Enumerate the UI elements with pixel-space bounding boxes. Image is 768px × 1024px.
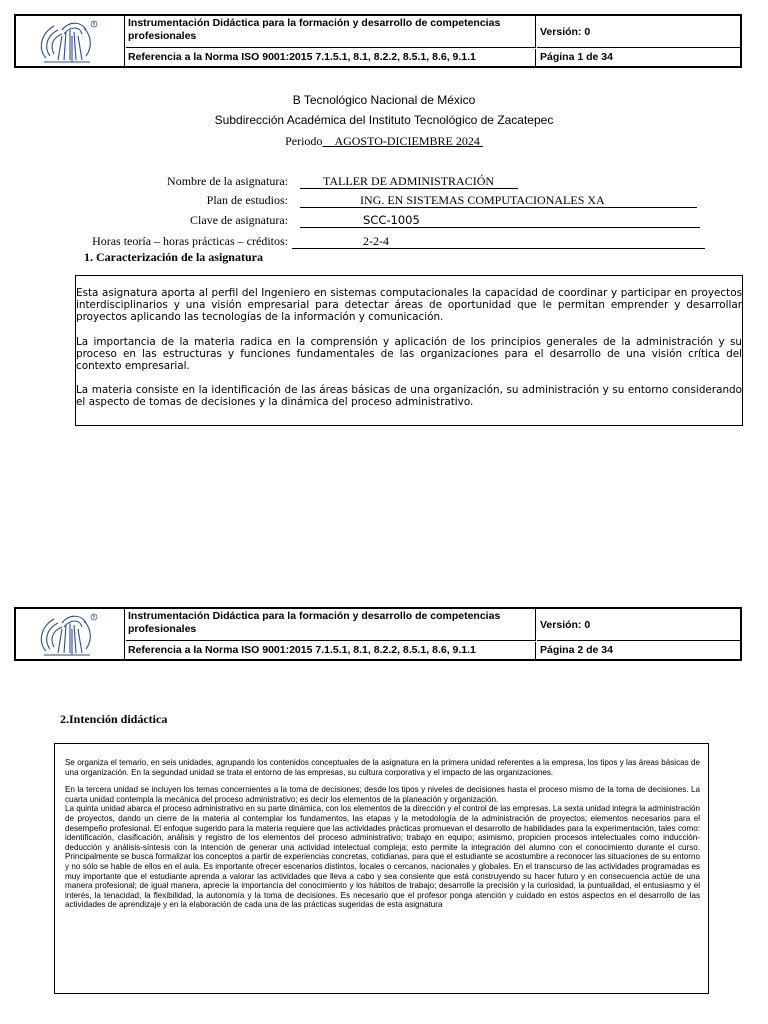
field-value: SCC-1005 [300,213,700,228]
field-label: Horas teoría – horas prácticas – créditos: [92,234,288,248]
institution-subdirection: Subdirección Académica del Instituto Tecnológico de Zacatepec [214,113,554,127]
version-label: Versión: 0 [537,609,740,641]
paragraph: En la tercera unidad se incluyen los temas concernientes a la toma de decisiones; desde los tipos y niveles de decisiones hasta el proceso mismo de la toma de decisiones. La cuarta unidad contempla la mecánica del proceso administrativo; es decir los elementos de la planeación y organización. [65,785,700,804]
field-value: 2-2-4 [292,234,705,249]
field-row-nombre [0,174,768,190]
paragraph: La materia consiste en la identificación de las áreas básicas de una organización, su administración y su entorno considerando el aspecto de tomas de decisiones y la dinámica del proceso administrativo. [76,384,742,409]
field-row-clave [0,213,768,229]
document-title: Instrumentación Didáctica para la formación y desarrollo de competencias profesionales [126,16,536,48]
field-label: Nombre de la asignatura: [167,174,288,188]
norma-reference: Referencia a la Norma ISO 9001:2015 7.1.5.1, 8.1, 8.2.2, 8.5.1, 8.6, 9.1.1 [126,49,536,66]
periodo-line [0,134,768,149]
field-value: TALLER DE ADMINISTRACIÓN [300,174,518,189]
version-label: Versión: 0 [537,16,740,48]
field-row-horas [0,234,768,250]
field-label: Clave de asignatura: [190,213,288,227]
caracterizacion-box [75,275,743,426]
page-number: Página 1 de 34 [540,51,613,63]
periodo-label: Periodo [285,134,323,148]
section-title-caracterizacion: 1. Caracterización de la asignatura [84,250,263,264]
page-header-1 [14,14,742,68]
field-label: Plan de estudios: [206,193,288,207]
registered-mark: R [92,614,96,620]
section-title-intencion: 2.Intención didáctica [60,712,168,726]
paragraph: Se organiza el temario, en seis unidades, agrupando los contenidos conceptuales de la asignatura en la primera unidad referentes a la empresa, los tipos y las áreas básicas de una organización. En la segundad unidad se trata el entorno de las empresas, su cultura corporativa y el impacto de las organizaciones. [65,758,700,777]
intencion-box [54,743,709,994]
document-title: Instrumentación Didáctica para la formación y desarrollo de competencias profesionales [126,609,536,641]
field-row-plan [0,193,768,209]
tecnm-logo-icon [16,16,125,66]
field-value: ING. EN SISTEMAS COMPUTACIONALES XA [300,193,697,208]
paragraph: La quinta unidad abarca el proceso administrativo en su parte dinámica, con los elementos de la dirección y el control de las empresas. La sexta unidad integra la administración de proyectos, dando un cierre de la materia al contemplar los fundamentos, las etapas y la metodología de la administración de proyectos; elementos necesarios para el desempeño profesional. El enfoque sugerido para la materia requiere que las actividades prácticas promuevan el desarrollo de habilidades para la experimentación, tales como: identificación, clasificación, análisis y registro de los elementos del proceso administrativo; trabajo en equipo; asimismo, propicien procesos intelectuales como inducción-deducción y análisis-síntesis con la intención de generar una actividad intelectual compleja; esto permite la integración del alumno con el conocimiento durante el curso. Principalmente se busca formalizar los conceptos a partir de experiencias concretas, cotidianas, para que el estudiante se acostumbre a reconocer las situaciones de su entorno y no sólo se hable de ellos en el aula. Es importante ofrecer escenarios distintos, locales o cercanos, nacionales y globales. En el transcurso de las actividades programadas es muy importante que el estudiante aprenda a valorar las actividades que lleva a cabo y sea consiente que está construyendo su hacer futuro y en consecuencia actúe de una manera profesional; de igual manera, aprecie la importancia del conocimiento y los hábitos de trabajo; desarrolle la precisión y la curiosidad, la puntualidad, el entusiasmo y el interés, la tenacidad, la flexibilidad, la autonomía y la toma de decisiones. Es necesario que el profesor ponga atención y cuidado en estos aspectos en el desarrollo de las actividades de aprendizaje y en la elaboración de cada una de las prácticas sugeridas de esta asignatura [65,804,700,910]
registered-mark: R [92,21,96,27]
periodo-value: AGOSTO-DICIEMBRE 2024 [334,134,480,148]
paragraph: Esta asignatura aporta al perfil del Ingeniero en sistemas computacionales la capacidad de coordinar y participar en proyectos interdisciplinarios y una visión empresarial para detectar áreas de oportunidad que le permitan emprender y desarrollar proyectos aplicando las tecnologías de la información y comunicación. [76,287,742,324]
norma-reference: Referencia a la Norma ISO 9001:2015 7.1.5.1, 8.1, 8.2.2, 8.5.1, 8.6, 9.1.1 [126,642,536,659]
institution-name: B Tecnológico Nacional de México [292,93,476,107]
page-header-2 [14,607,742,661]
paragraph: La importancia de la materia radica en la comprensión y aplicación de los principios generales de la administración y su proceso en las estructuras y funciones fundamentales de las organizaciones para el desarrollo de una visión crítica del contexto empresarial. [76,335,742,373]
tecnm-logo-icon [16,609,125,659]
page-number: Página 2 de 34 [540,644,613,656]
